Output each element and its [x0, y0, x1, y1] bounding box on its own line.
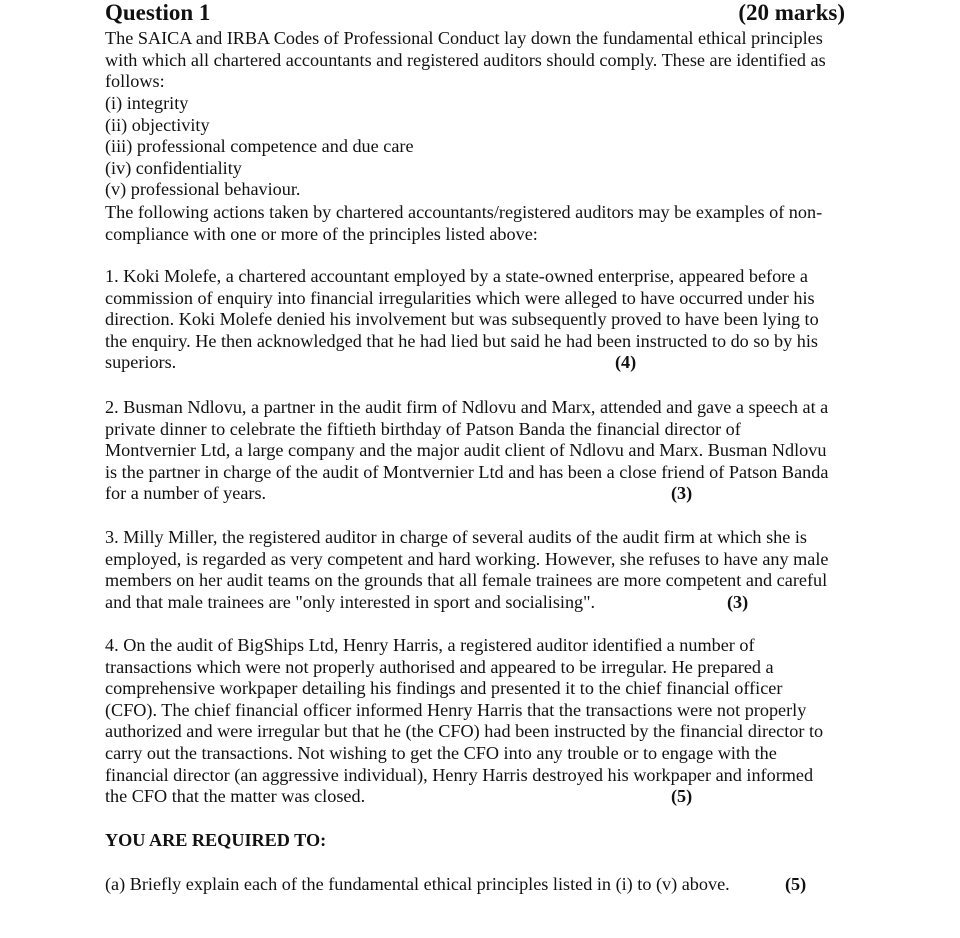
scenario-marks: (3) — [671, 483, 693, 504]
principle-item: (iii) professional competence and due care — [105, 136, 414, 157]
required-item-marks: (5) — [785, 874, 807, 894]
scenario-line: and that male trainees are "only interested in sport and socialising". — [105, 591, 596, 612]
scenario-marks: (4) — [615, 352, 637, 373]
scenario-line: for a number of years. — [105, 483, 267, 504]
scenario-line: 1. Koki Molefe, a chartered accountant employed by a state-owned enterprise, appeared before a — [105, 266, 808, 286]
required-item-text: (a) Briefly explain each of the fundamental ethical principles listed in (i) to (v) above. — [105, 874, 730, 894]
required-item-a — [105, 874, 865, 896]
scenario-line: members on her audit teams on the grounds that all female trainees are more competent and careful — [105, 570, 828, 591]
scenario-line: is the partner in charge of the audit of Montvernier Ltd and has been a close friend of Patson Banda — [105, 461, 829, 482]
scenario-line: financial director (an aggressive individual), Henry Harris destroyed his workpaper and informed — [105, 764, 814, 785]
principles-list — [105, 93, 865, 201]
scenario-line: employed, is regarded as very competent and hard working. However, she refuses to have any male — [105, 548, 829, 569]
lead-in-line: compliance with one or more of the principles listed above: — [105, 223, 538, 244]
scenario-4 — [105, 635, 865, 808]
scenario-line: transactions which were not properly authorised and appeared to be irregular. He prepared a — [105, 656, 774, 677]
scenario-1 — [105, 266, 865, 374]
scenario-3 — [105, 527, 865, 613]
scenario-line: direction. Koki Molefe denied his involvement but was subsequently proved to have been lying to — [105, 309, 819, 330]
intro-line: with which all chartered accountants and registered auditors should comply. These are identified as — [105, 49, 826, 70]
scenario-line: the enquiry. He then acknowledged that he had lied but said he had been instructed to do so by his — [105, 330, 818, 351]
required-heading: YOU ARE REQUIRED TO: — [105, 830, 327, 850]
scenario-line: authorized and were irregular but that he (the CFO) had been instructed by the financial director to — [105, 721, 824, 742]
scenario-line: superiors. — [105, 352, 177, 373]
scenario-marks: (3) — [727, 591, 749, 612]
scenario-line: carry out the transactions. Not wishing to get the CFO into any trouble or to engage with the — [105, 742, 777, 763]
scenario-line: 4. On the audit of BigShips Ltd, Henry Harris, a registered auditor identified a number of — [105, 635, 755, 655]
intro-line: The SAICA and IRBA Codes of Professional Conduct lay down the fundamental ethical principles — [105, 28, 823, 48]
scenario-line: comprehensive workpaper detailing his findings and presented it to the chief financial officer — [105, 678, 783, 699]
intro-paragraph — [105, 28, 865, 93]
scenario-line: (CFO). The chief financial officer informed Henry Harris that the transactions were not properly — [105, 699, 807, 720]
required-section — [105, 830, 865, 852]
principle-item: (iv) confidentiality — [105, 157, 242, 178]
scenario-marks: (5) — [671, 786, 693, 807]
scenario-2 — [105, 397, 865, 505]
principle-item: (i) integrity — [105, 93, 189, 113]
question-title: Question 1 — [105, 0, 211, 25]
scenario-line: 2. Busman Ndlovu, a partner in the audit firm of Ndlovu and Marx, attended and gave a speech at a — [105, 397, 829, 417]
question-total-marks: (20 marks) — [738, 0, 845, 25]
question-header — [105, 1, 845, 25]
scenario-line: private dinner to celebrate the fiftieth birthday of Patson Banda the financial director of — [105, 418, 741, 439]
principle-item: (ii) objectivity — [105, 114, 210, 135]
scenario-line: the CFO that the matter was closed. — [105, 786, 366, 807]
principle-item: (v) professional behaviour. — [105, 179, 301, 200]
lead-in-line: The following actions taken by chartered accountants/registered auditors may be examples of non- — [105, 202, 823, 222]
scenario-line: commission of enquiry into financial irregularities which were alleged to have occurred under his — [105, 287, 815, 308]
scenario-line: Montvernier Ltd, a large company and the major audit client of Ndlovu and Marx. Busman Ndlovu — [105, 440, 827, 461]
scenario-line: 3. Milly Miller, the registered auditor in charge of several audits of the audit firm at which she is — [105, 527, 807, 547]
lead-in-paragraph — [105, 202, 865, 245]
intro-line: follows: — [105, 71, 165, 92]
